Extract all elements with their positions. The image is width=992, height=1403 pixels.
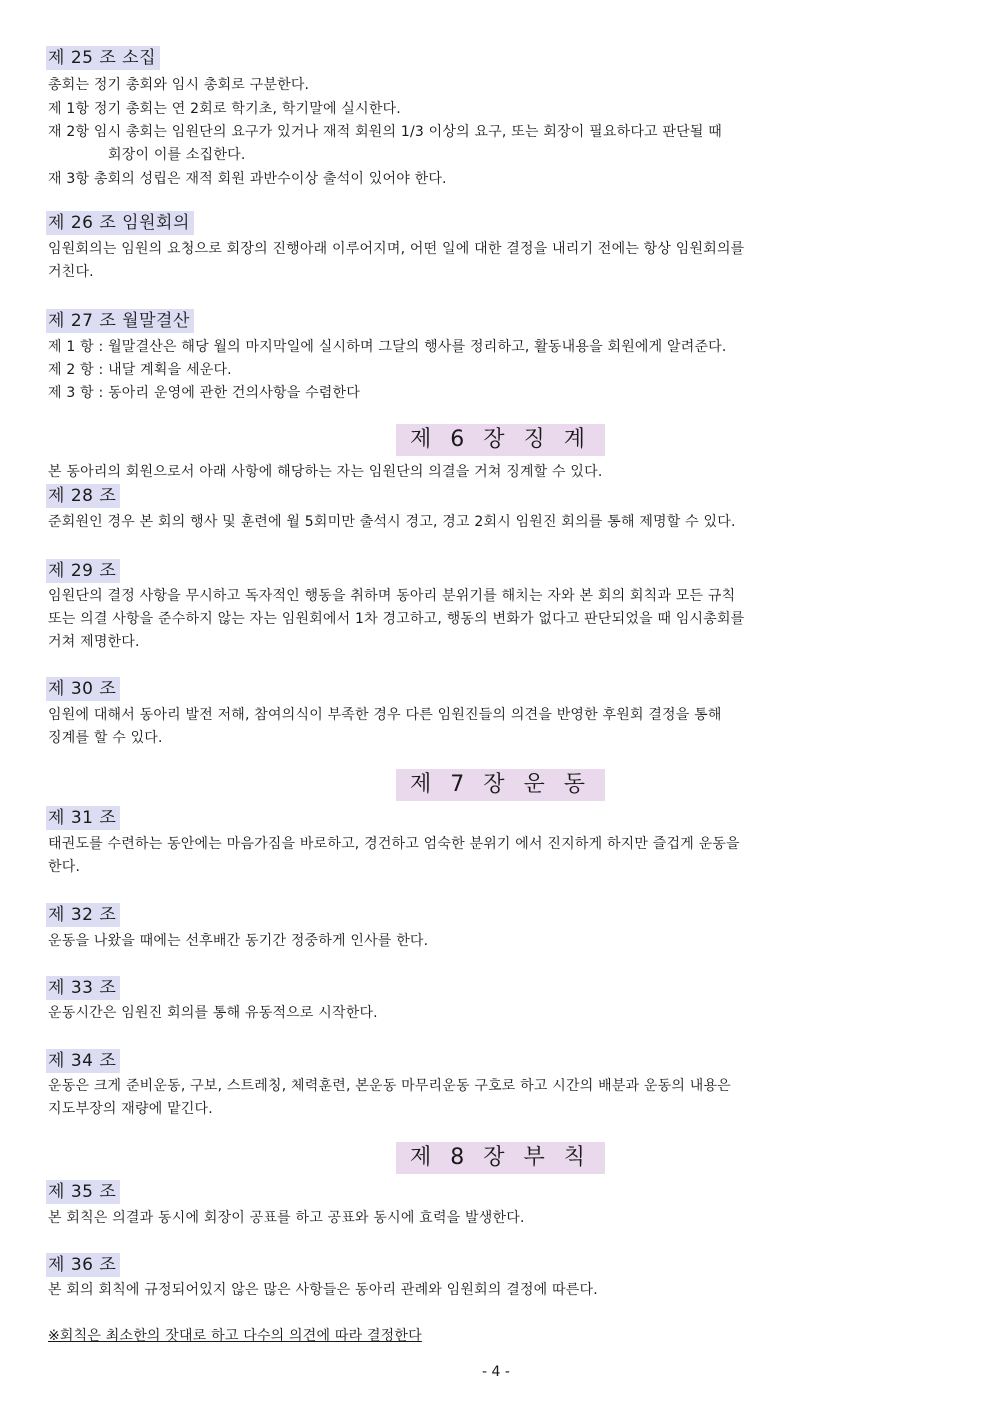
article-32-heading: 제 32 조 <box>46 903 120 927</box>
article-34-heading: 제 34 조 <box>46 1049 120 1073</box>
article-31-heading: 제 31 조 <box>46 806 120 830</box>
article-33-heading: 제 33 조 <box>46 976 120 1000</box>
article-25-line-4: 회장이 이를 소집한다. <box>108 147 246 163</box>
article-30-line-1: 임원에 대해서 동아리 발전 저해, 참여의식이 부족한 경우 다른 임원진들의 의견을 반영한 후원회 결정을 통해 <box>48 707 722 723</box>
chapter-6-intro: 본 동아리의 회원으로서 아래 사항에 해당하는 자는 임원단의 의결을 거쳐 징계할 수 있다. <box>48 464 603 480</box>
article-29-line-2: 또는 의결 사항을 준수하지 않는 자는 임원회에서 1차 경고하고, 행동의 변화가 없다고 판단되었을 때 임시총회를 <box>48 611 745 627</box>
chapter-6-title: 제 6 장 징 계 <box>396 424 605 456</box>
footnote: ※회칙은 최소한의 잣대로 하고 다수의 의견에 따라 결정한다 <box>48 1328 422 1344</box>
article-29-heading: 제 29 조 <box>46 559 120 583</box>
article-30-heading: 제 30 조 <box>46 677 120 701</box>
article-34-line-2: 지도부장의 재량에 맡긴다. <box>48 1101 213 1117</box>
article-25-line-2: 제 1항 정기 총회는 연 2회로 학기초, 학기말에 실시한다. <box>48 101 401 117</box>
article-25-line-3: 재 2항 임시 총회는 임원단의 요구가 있거나 재적 회원의 1/3 이상의 요구, 또는 회장이 필요하다고 판단될 때 <box>48 124 722 140</box>
article-32-line-1: 운동을 나왔을 때에는 선후배간 동기간 정중하게 인사를 한다. <box>48 933 429 949</box>
article-25-line-1: 총회는 정기 총회와 임시 총회로 구분한다. <box>48 77 310 93</box>
chapter-7-title: 제 7 장 운 동 <box>396 769 605 801</box>
article-34-line-1: 운동은 크게 준비운동, 구보, 스트레칭, 체력훈련, 본운동 마무리운동 구호로 하고 시간의 배분과 운동의 내용은 <box>48 1078 731 1094</box>
article-36-heading: 제 36 조 <box>46 1253 120 1277</box>
article-26-line-2: 거친다. <box>48 264 94 280</box>
page-number: - 4 - <box>482 1364 510 1380</box>
article-27-heading: 제 27 조 월말결산 <box>46 309 194 333</box>
article-30-line-2: 징계를 할 수 있다. <box>48 730 163 746</box>
article-35-line-1: 본 회칙은 의결과 동시에 회장이 공표를 하고 공표와 동시에 효력을 발생한다. <box>48 1210 525 1226</box>
article-35-heading: 제 35 조 <box>46 1180 120 1204</box>
article-33-line-1: 운동시간은 임원진 회의를 통해 유동적으로 시작한다. <box>48 1005 378 1021</box>
article-29-line-3: 거쳐 제명한다. <box>48 634 140 650</box>
article-27-line-2: 제 2 항 : 내달 계획을 세운다. <box>48 362 232 378</box>
article-25-line-5: 재 3항 총회의 성립은 재적 회원 과반수이상 출석이 있어야 한다. <box>48 171 447 187</box>
article-26-heading: 제 26 조 임원회의 <box>46 211 194 235</box>
article-31-line-2: 한다. <box>48 859 81 875</box>
article-36-line-1: 본 회의 회칙에 규정되어있지 않은 많은 사항들은 동아리 관례와 임원회의 결정에 따른다. <box>48 1282 598 1298</box>
article-27-line-3: 제 3 항 : 동아리 운영에 관한 건의사항을 수렴한다 <box>48 385 360 401</box>
article-28-heading: 제 28 조 <box>46 484 120 508</box>
article-28-line-1: 준회원인 경우 본 회의 행사 및 훈련에 월 5회미만 출석시 경고, 경고 2회시 임원진 회의를 통해 제명할 수 있다. <box>48 514 736 530</box>
article-26-line-1: 임원회의는 임원의 요청으로 회장의 진행아래 이루어지며, 어떤 일에 대한 결정을 내리기 전에는 항상 임원회의를 <box>48 241 745 257</box>
article-31-line-1: 태권도를 수련하는 동안에는 마음가짐을 바로하고, 경건하고 엄숙한 분위기 에서 진지하게 하지만 즐겁게 운동을 <box>48 836 740 852</box>
article-29-line-1: 임원단의 결정 사항을 무시하고 독자적인 행동을 취하며 동아리 분위기를 해치는 자와 본 회의 회칙과 모든 규칙 <box>48 588 736 604</box>
article-27-line-1: 제 1 항 : 월말결산은 해당 월의 마지막일에 실시하며 그달의 행사를 정리하고, 활동내용을 회원에게 알려준다. <box>48 339 727 355</box>
chapter-8-title: 제 8 장 부 칙 <box>396 1142 605 1174</box>
article-25-heading: 제 25 조 소집 <box>46 46 160 70</box>
